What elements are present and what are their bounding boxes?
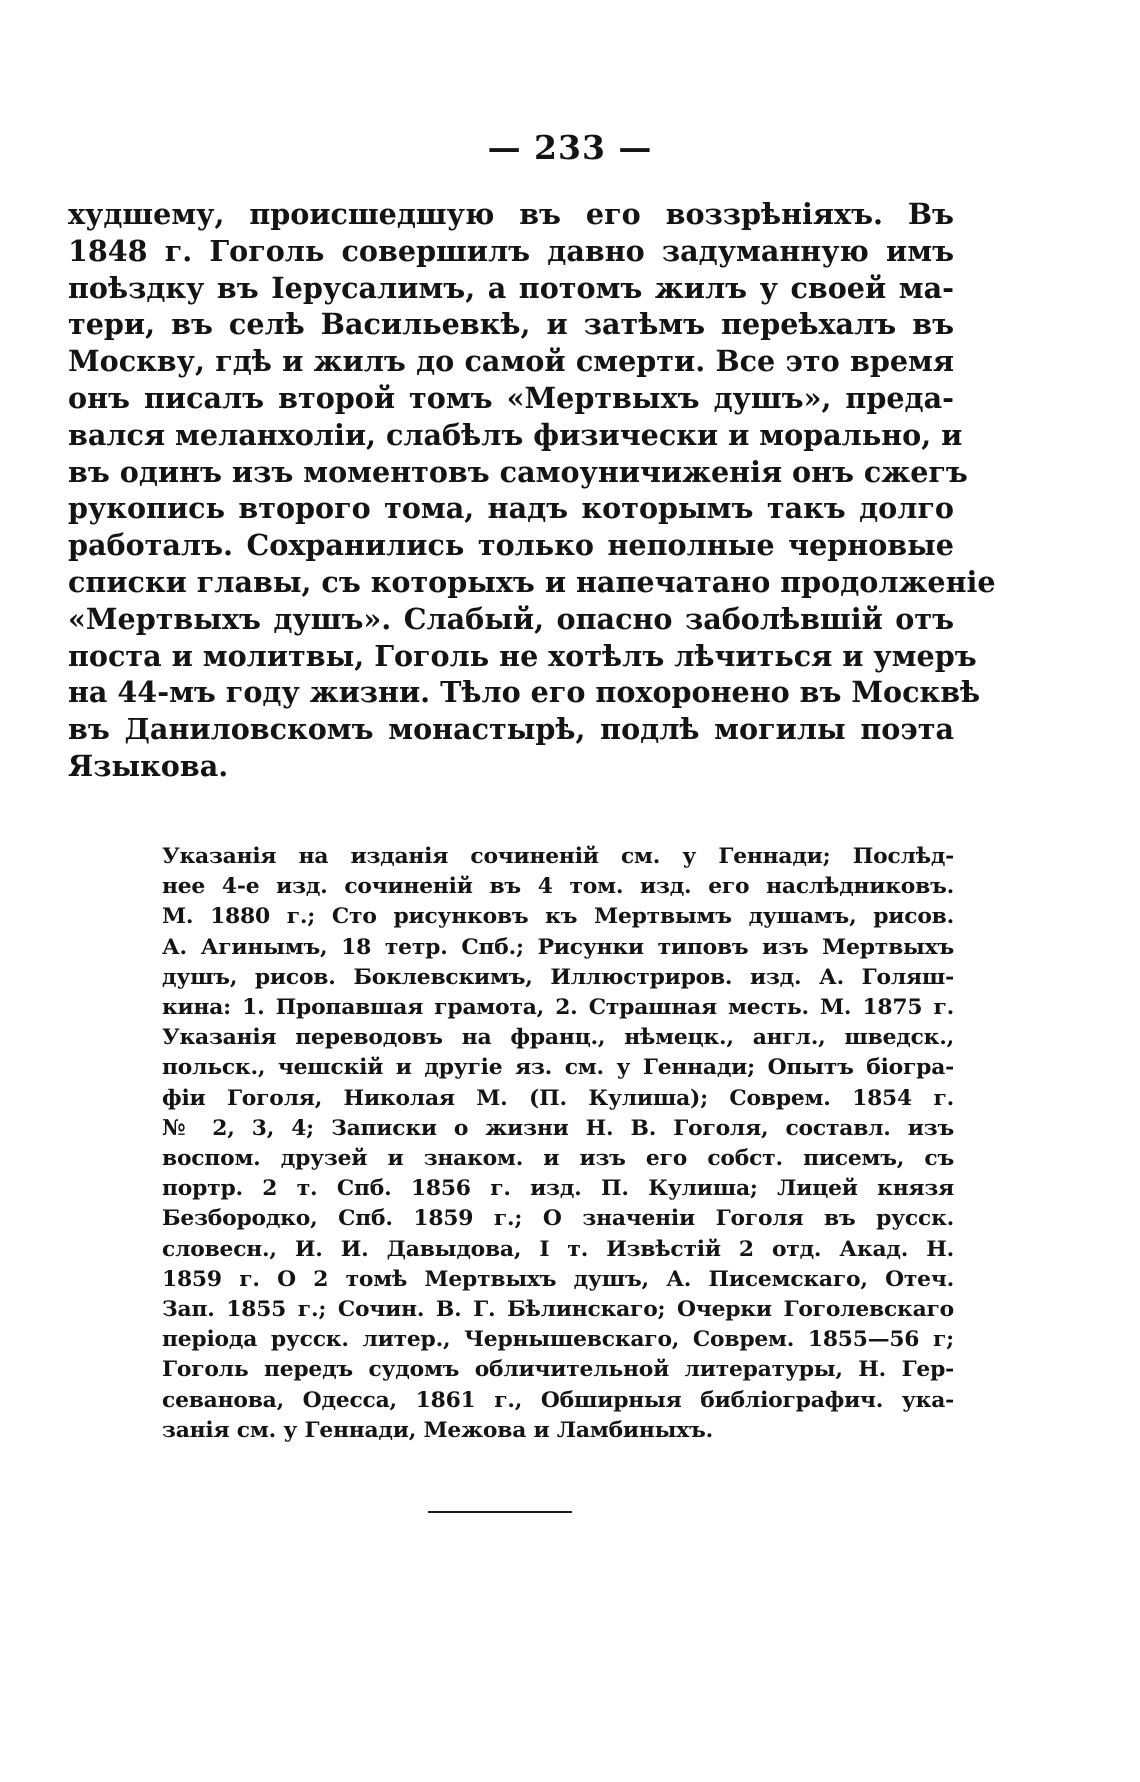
main-text: [68, 196, 996, 785]
note-line: А. Агинымъ, 18 тетр. Спб.; Рисунки типовъ изъ Мертвыхъ: [162, 934, 954, 960]
note-line: періода русск. литер., Чернышевскаго, Соврем. 1855—56 г;: [162, 1327, 954, 1353]
bibliography-note: [162, 842, 954, 1446]
text-line: худшему, происшедшую въ его воззрѣніяхъ. Въ: [68, 197, 954, 231]
text-line: списки главы, съ которыхъ и напечатано продолженіе: [68, 564, 996, 599]
note-line: М. 1880 г.; Сто рисунковъ къ Мертвымъ душамъ, рисов.: [162, 904, 954, 930]
note-line: воспом. друзей и знаком. и изъ его собст. писемъ, съ: [162, 1146, 954, 1172]
note-line: Безбородко, Спб. 1859 г.; О значеніи Гоголя въ русск.: [162, 1206, 954, 1232]
note-line: портр. 2 т. Спб. 1856 г. изд. П. Кулиша; Лицей князя: [162, 1176, 954, 1202]
text-line: вался меланхоліи, слабѣлъ физически и морально, и: [68, 417, 963, 452]
note-line: фіи Гоголя, Николая М. (П. Кулиша); Соврем. 1854 г.: [162, 1085, 954, 1111]
text-line: въ Даниловскомъ монастырѣ, подлѣ могилы поэта: [68, 712, 954, 747]
text-line: онъ писалъ второй томъ «Мертвыхъ душъ», преда-: [68, 380, 954, 415]
note-line: кина: 1. Пропавшая грамота, 2. Страшная месть. М. 1875 г.: [162, 995, 954, 1021]
note-line: севанова, Одесса, 1861 г., Обширныя библіографич. ука-: [162, 1387, 954, 1413]
note-line: занія см. у Геннади, Межова и Ламбиныхъ.: [162, 1417, 714, 1443]
text-line: Москву, гдѣ и жилъ до самой смерти. Все это время: [68, 344, 954, 379]
text-line: тери, въ селѣ Васильевкѣ, и затѣмъ переѣхалъ въ: [68, 307, 954, 342]
page-number: — 233 —: [487, 128, 653, 167]
note-line: Указанія на изданія сочиненій см. у Геннади; Послѣд-: [162, 844, 954, 869]
text-line: поѣздку въ Іерусалимъ, а потомъ жилъ у своей ма-: [68, 270, 954, 305]
text-line: работалъ. Сохранились только неполные черновые: [68, 528, 954, 563]
note-line: душъ, рисов. Боклевскимъ, Иллюстриров. изд. А. Голяш-: [162, 964, 954, 990]
note-line: 1859 г. О 2 томѣ Мертвыхъ душъ, А. Писемскаго, Отеч.: [162, 1266, 954, 1292]
note-line: Указанія переводовъ на франц., нѣмецк., англ., шведск.,: [162, 1025, 954, 1051]
note-line: Зап. 1855 г.; Сочин. В. Г. Бѣлинскаго; Очерки Гоголевскаго: [162, 1297, 954, 1323]
text-line: Языкова.: [68, 748, 229, 783]
text-line: 1848 г. Гоголь совершилъ давно задуманную имъ: [68, 233, 954, 268]
note-line: словесн., И. И. Давыдова, I т. Извѣстій 2 отд. Акад. Н.: [162, 1236, 954, 1262]
text-line: въ одинъ изъ моментовъ самоуничиженія онъ сжегъ: [68, 454, 968, 489]
note-line: нее 4-е изд. сочиненій въ 4 том. изд. его наслѣдниковъ.: [162, 874, 954, 900]
end-divider: [428, 1511, 572, 1513]
text-line: на 44-мъ году жизни. Тѣло его похоронено въ Москвѣ: [68, 675, 981, 710]
text-line: поста и молитвы, Гоголь не хотѣлъ лѣчиться и умеръ: [68, 638, 977, 673]
text-line: «Мертвыхъ душъ». Слабый, опасно заболѣвшій отъ: [68, 601, 954, 636]
note-line: № 2, 3, 4; Записки о жизни Н. В. Гоголя, составл. изъ: [162, 1115, 954, 1141]
note-line: польск., чешскій и другіе яз. см. у Геннади; Опытъ біогра-: [162, 1055, 954, 1081]
text-line: рукопись второго тома, надъ которымъ такъ долго: [68, 491, 954, 526]
note-line: Гоголь передъ судомъ обличительной литературы, Н. Гер-: [162, 1357, 954, 1383]
